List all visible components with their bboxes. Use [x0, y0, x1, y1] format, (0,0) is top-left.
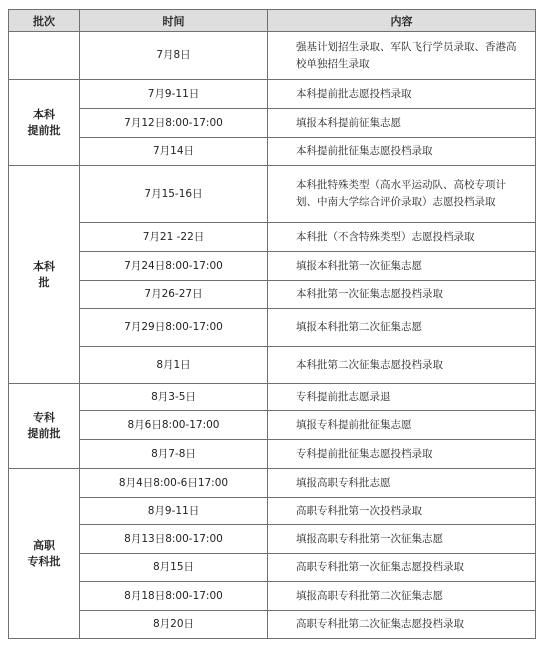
content-cell: 填报专科提前批征集志愿 [268, 411, 536, 440]
time-cell: 8月18日8:00-17:00 [80, 582, 268, 611]
batch-cell: 本科 提前批 [9, 80, 80, 166]
table-row [9, 109, 536, 138]
time-cell: 7月14日 [80, 138, 268, 166]
time-cell: 8月20日 [80, 611, 268, 639]
time-cell: 7月15-16日 [80, 166, 268, 223]
table-row [9, 384, 536, 411]
time-cell: 8月6日8:00-17:00 [80, 411, 268, 440]
content-cell: 本科提前批征集志愿投档录取 [268, 138, 536, 166]
batch-cell: 本科 批 [9, 166, 80, 384]
batch-cell [9, 32, 80, 80]
time-cell: 8月4日8:00-6日17:00 [80, 469, 268, 498]
table-row [9, 166, 536, 223]
content-cell: 本科批特殊类型（高水平运动队、高校专项计划、中南大学综合评价录取）志愿投档录取 [268, 166, 536, 223]
content-cell: 填报本科批第一次征集志愿 [268, 252, 536, 281]
time-cell: 8月1日 [80, 347, 268, 384]
time-cell: 7月8日 [80, 32, 268, 80]
content-cell: 高职专科批第一次投档录取 [268, 498, 536, 525]
time-cell: 8月7-8日 [80, 440, 268, 469]
content-cell: 本科提前批志愿投档录取 [268, 80, 536, 109]
schedule-body [9, 32, 536, 639]
admission-schedule-table [8, 9, 536, 639]
header-content: 内容 [268, 10, 536, 32]
content-cell: 专科提前批征集志愿投档录取 [268, 440, 536, 469]
table-row [9, 411, 536, 440]
content-cell: 高职专科批第二次征集志愿投档录取 [268, 611, 536, 639]
content-cell: 本科批（不含特殊类型）志愿投档录取 [268, 223, 536, 252]
time-cell: 7月29日8:00-17:00 [80, 309, 268, 347]
header-time: 时间 [80, 10, 268, 32]
time-cell: 7月24日8:00-17:00 [80, 252, 268, 281]
table-row [9, 440, 536, 469]
time-cell: 8月9-11日 [80, 498, 268, 525]
table-row [9, 469, 536, 498]
content-cell: 填报高职专科批志愿 [268, 469, 536, 498]
table-row [9, 309, 536, 347]
content-cell: 本科批第一次征集志愿投档录取 [268, 281, 536, 309]
header-batch: 批次 [9, 10, 80, 32]
table-row [9, 554, 536, 582]
time-cell: 8月3-5日 [80, 384, 268, 411]
batch-cell: 高职 专科批 [9, 469, 80, 639]
table-row [9, 525, 536, 554]
content-cell: 填报本科提前征集志愿 [268, 109, 536, 138]
content-cell: 强基计划招生录取、军队飞行学员录取、香港高校单独招生录取 [268, 32, 536, 80]
content-cell: 填报高职专科批第二次征集志愿 [268, 582, 536, 611]
time-cell: 7月12日8:00-17:00 [80, 109, 268, 138]
content-cell: 填报高职专科批第一次征集志愿 [268, 525, 536, 554]
table-row [9, 223, 536, 252]
table-row [9, 138, 536, 166]
time-cell: 7月21 -22日 [80, 223, 268, 252]
batch-cell: 专科 提前批 [9, 384, 80, 469]
table-row [9, 582, 536, 611]
table-row [9, 80, 536, 109]
time-cell: 8月15日 [80, 554, 268, 582]
table-row [9, 281, 536, 309]
content-cell: 专科提前批志愿录退 [268, 384, 536, 411]
table-row [9, 498, 536, 525]
table-row [9, 611, 536, 639]
table-row [9, 32, 536, 80]
time-cell: 8月13日8:00-17:00 [80, 525, 268, 554]
table-row [9, 252, 536, 281]
time-cell: 7月9-11日 [80, 80, 268, 109]
header-row [9, 10, 536, 32]
time-cell: 7月26-27日 [80, 281, 268, 309]
content-cell: 高职专科批第一次征集志愿投档录取 [268, 554, 536, 582]
content-cell: 填报本科批第二次征集志愿 [268, 309, 536, 347]
content-cell: 本科批第二次征集志愿投档录取 [268, 347, 536, 384]
table-row [9, 347, 536, 384]
